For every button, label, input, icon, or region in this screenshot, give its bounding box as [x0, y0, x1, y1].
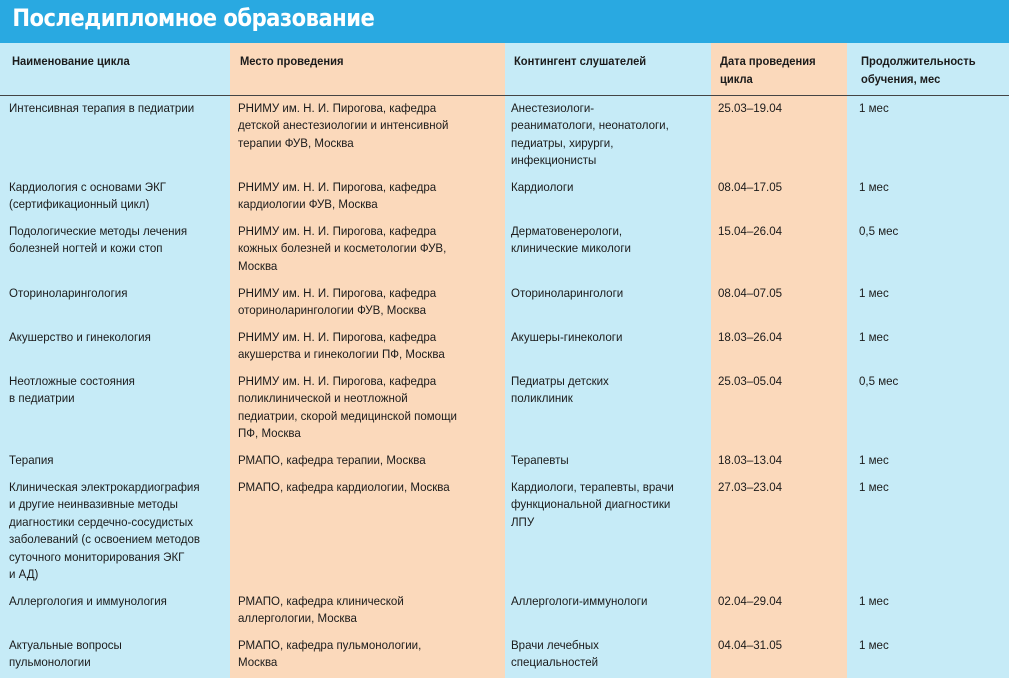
row-2-name: Кардиология с основами ЭКГ (сертификационный цикл): [9, 180, 167, 212]
row-5-audience: Акушеры-гинекологи: [511, 330, 623, 344]
row-1-name: Интенсивная терапия в педиатрии: [9, 101, 195, 115]
row-10-dates: 04.04–31.05: [718, 638, 783, 652]
header-duration: Продолжительность обучения, мес: [861, 54, 976, 86]
header-place: Место проведения: [240, 54, 344, 68]
row-9-name: Аллергология и иммунология: [9, 594, 167, 608]
header-audience: Контингент слушателей: [514, 54, 647, 68]
row-9-audience: Аллергологи-иммунологи: [511, 594, 648, 608]
row-5-duration: 1 мес: [859, 330, 889, 344]
row-3-dates: 15.04–26.04: [718, 224, 783, 238]
row-8-audience: Кардиологи, терапевты, врачи функциональной диагностики ЛПУ: [511, 480, 674, 529]
row-1-dates: 25.03–19.04: [718, 101, 783, 115]
row-5-place: РНИМУ им. Н. И. Пирогова, кафедра акушерства и гинекологии ПФ, Москва: [238, 330, 445, 362]
row-10-place: РМАПО, кафедра пульмонологии, Москва: [238, 638, 422, 670]
row-8-duration: 1 мес: [859, 480, 889, 494]
row-10-duration: 1 мес: [859, 638, 889, 652]
row-6-name: Неотложные состояния в педиатрии: [9, 374, 135, 406]
row-6-duration: 0,5 мес: [859, 374, 899, 388]
row-3-duration: 0,5 мес: [859, 224, 899, 238]
header-dates: Дата проведения цикла: [720, 54, 816, 86]
row-8-place: РМАПО, кафедра кардиологии, Москва: [238, 480, 450, 494]
row-4-duration: 1 мес: [859, 286, 889, 300]
row-6-dates: 25.03–05.04: [718, 374, 783, 388]
row-10-name: Актуальные вопросы пульмонологии: [9, 638, 122, 670]
row-7-dates: 18.03–13.04: [718, 453, 783, 467]
row-9-dates: 02.04–29.04: [718, 594, 783, 608]
header-name: Наименование цикла: [12, 54, 130, 68]
row-8-name: Клиническая электрокардиография и другие неинвазивные методы диагностики сердечно-сосудистых заболеваний (с освоением методов суточного мониторирования ЭКГ и АД): [9, 480, 201, 582]
row-7-duration: 1 мес: [859, 453, 889, 467]
row-10-audience: Врачи лечебных специальностей: [511, 638, 599, 670]
row-6-audience: Педиатры детских поликлиник: [511, 374, 609, 406]
row-2-duration: 1 мес: [859, 180, 889, 194]
row-9-duration: 1 мес: [859, 594, 889, 608]
row-2-dates: 08.04–17.05: [718, 180, 783, 194]
row-3-place: РНИМУ им. Н. И. Пирогова, кафедра кожных болезней и косметологии ФУВ, Москва: [238, 224, 447, 273]
row-5-name: Акушерство и гинекология: [9, 330, 151, 344]
row-7-audience: Терапевты: [511, 453, 569, 467]
row-8-dates: 27.03–23.04: [718, 480, 783, 494]
row-6-place: РНИМУ им. Н. И. Пирогова, кафедра поликлинической и неотложной педиатрии, скорой медицинской помощи ПФ, Москва: [238, 374, 458, 441]
row-4-dates: 08.04–07.05: [718, 286, 783, 300]
row-9-place: РМАПО, кафедра клинической аллергологии, Москва: [238, 594, 404, 626]
row-4-place: РНИМУ им. Н. И. Пирогова, кафедра оториноларингологии ФУВ, Москва: [238, 286, 437, 318]
row-3-name: Подологические методы лечения болезней ногтей и кожи стоп: [9, 224, 188, 256]
row-1-duration: 1 мес: [859, 101, 889, 115]
title-bar: [0, 0, 1009, 43]
row-1-place: РНИМУ им. Н. И. Пирогова, кафедра детской анестезиологии и интенсивной терапии ФУВ, Москва: [238, 101, 449, 150]
row-4-name: Оториноларингология: [9, 286, 128, 300]
header-divider: [0, 95, 1009, 96]
page-title: Последипломное образование: [12, 4, 375, 32]
row-4-audience: Оториноларингологи: [511, 286, 624, 300]
row-2-place: РНИМУ им. Н. И. Пирогова, кафедра кардиологии ФУВ, Москва: [238, 180, 437, 212]
date-column-background: [711, 43, 847, 678]
row-1-audience: Анестезиологи- реаниматологи, неонатологи, педиатры, хирурги, инфекционисты: [511, 101, 669, 168]
row-2-audience: Кардиологи: [511, 180, 574, 194]
row-7-place: РМАПО, кафедра терапии, Москва: [238, 453, 426, 467]
row-3-audience: Дерматовенерологи, клинические микологи: [511, 224, 631, 256]
row-5-dates: 18.03–26.04: [718, 330, 783, 344]
row-7-name: Терапия: [9, 453, 54, 467]
